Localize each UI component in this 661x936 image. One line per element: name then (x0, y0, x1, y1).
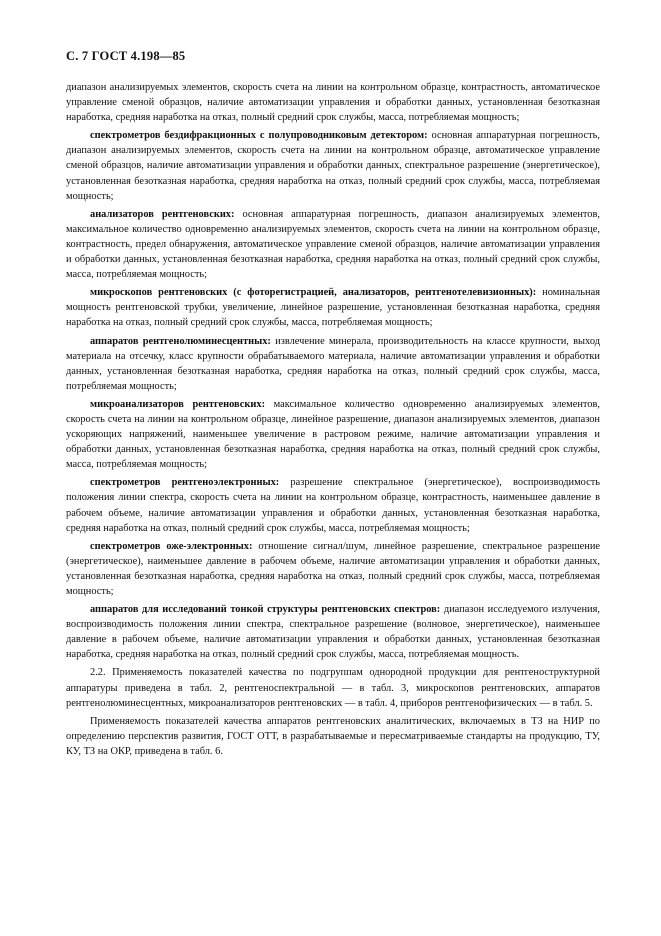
paragraph (66, 539, 600, 599)
paragraph-term: аппаратов рентгенолюминесцентных: (90, 335, 271, 347)
paragraph-term: спектрометров рентгеноэлектронных: (90, 477, 280, 489)
paragraph (66, 714, 600, 759)
paragraph-text: диапазон анализируемых элементов, скорость счета на линии на контрольном образце, контрастность, автоматическое управление сменой образцов, наличие автоматизации управления и обработки данных, установленная безотказная наработка, средняя наработка на отказ, полный средний срок службы, масса, потребляемая мощность; (66, 82, 600, 124)
paragraph-text: извлечение минерала, производительность на классе крупности, выход материала на отсечку, класс крупности обрабатываемого материала, наличие автоматизации управления и обработки данных, установленная безотказная наработка, средняя наработка на отказ, полный средний срок службы, масса, потребляемая мощность; (66, 335, 601, 392)
paragraph (66, 397, 600, 472)
paragraph-text: основная аппаратурная погрешность, диапазон анализируемых элементов, скорость счета на линии на контрольном образце, автоматическое управление сменой образцов, наличие автоматизации управления и обработки данных, спектральное разрешение (энергетическое), установленная безотказная наработка, средняя наработка на отказ, полный средний срок службы, масса, потребляемая мощность; (66, 130, 601, 202)
paragraph (66, 80, 600, 125)
paragraph-text: диапазон исследуемого излучения, воспроизводимость положения линии спектра, спектральное разрешение (волновое, энергетическое), наименьшее давление в рабочем объеме, наличие автоматизации управления и обработки данных, установленная безотказная наработка, средняя наработка на отказ, полный средний срок службы, масса, потребляемая мощность. (66, 604, 600, 661)
paragraph-text: Применяемость показателей качества аппаратов рентгеновских аналитических, включаемых в ТЗ на НИР по определению перспектив развития, ГОСТ ОТТ, в разрабатываемые и пересматриваемые стандарты на продукцию, ТУ, КУ, ТЗ на ОКР, приведена в табл. 6. (66, 715, 600, 757)
document-body (66, 80, 600, 762)
paragraph-term: микроанализаторов рентгеновских: (90, 398, 266, 410)
paragraph-term: спектрометров бездифракционных с полупроводниковым детектором: (90, 130, 428, 142)
page-header: С. 7 ГОСТ 4.198—85 (66, 49, 186, 63)
paragraph (66, 475, 600, 535)
paragraph (66, 285, 600, 330)
paragraph-text: номинальная мощность рентгеновской трубки, увеличение, линейное разрешение, установленная безотказная наработка, средняя наработка на отказ, полный средний срок службы, масса, потребляемая мощность; (66, 287, 600, 329)
paragraph (66, 207, 600, 282)
paragraph-text: максимальное количество одновременно анализируемых элементов, скорость счета на линии на контрольном образце, линейное разрешение, диапазон анализируемых элементов, диапазон ускоряющих напряжений, наименьшее увеличение в растровом режиме, наличие автоматизации управления и обработки данных, установленная безотказная наработка, средняя наработка на отказ, полный средний срок службы, масса, потребляемая мощность; (66, 398, 601, 471)
paragraph-term: микроскопов рентгеновских (с фоторегистрацией, анализаторов, рентгенотелевизионных): (90, 287, 537, 299)
paragraph-term: спектрометров оже-электронных: (90, 540, 253, 552)
paragraph (66, 128, 600, 203)
paragraph-term: анализаторов рентгеновских: (90, 208, 235, 220)
paragraph-text: разрешение спектральное (энергетическое), воспроизводимость положения линии спектра, скорость счета на линии на контрольном образце, контрастность, наименьшее давление в рабочем объеме, наличие автоматизации управления и обработки данных, установленная безотказная наработка, средняя наработка на отказ, полный средний срок службы, масса, потребляемая мощность; (66, 477, 601, 534)
paragraph-term: аппаратов для исследований тонкой структуры рентгеновских спектров: (90, 604, 441, 616)
paragraph (66, 665, 600, 710)
paragraph-text: основная аппаратурная погрешность, диапазон анализируемых элементов, максимальное количество одновременно анализируемых элементов, скорость счета на линии на контрольном образце, контрастность, предел обнаружения, автоматическое управление сменой образцов, наличие автоматизации управления и обработки данных, установленная безотказная наработка, средняя наработка на отказ, полный средний срок службы, масса, потребляемая мощность; (66, 208, 600, 281)
paragraph (66, 602, 600, 662)
paragraph-text: 2.2. Применяемость показателей качества по подгруппам однородной продукции для рентгеноструктурной аппаратуры приведена в табл. 2, рентгеноспектральной — в табл. 3, микроскопов рентгеновских, аппаратов рентгенолюминесцентных, микроанализаторов рентгеновских — в табл. 4, приборов рентгенофизических — в табл. 5. (66, 667, 600, 709)
paragraph (66, 334, 600, 394)
paragraph-text: отношение сигнал/шум, линейное разрешение, спектральное разрешение (энергетическое), наименьшее давление в рабочем объеме, наличие автоматизации управления и обработки данных, установленная безотказная наработка, средняя наработка на отказ, полный средний срок службы, масса, потребляемая мощность; (66, 540, 600, 597)
